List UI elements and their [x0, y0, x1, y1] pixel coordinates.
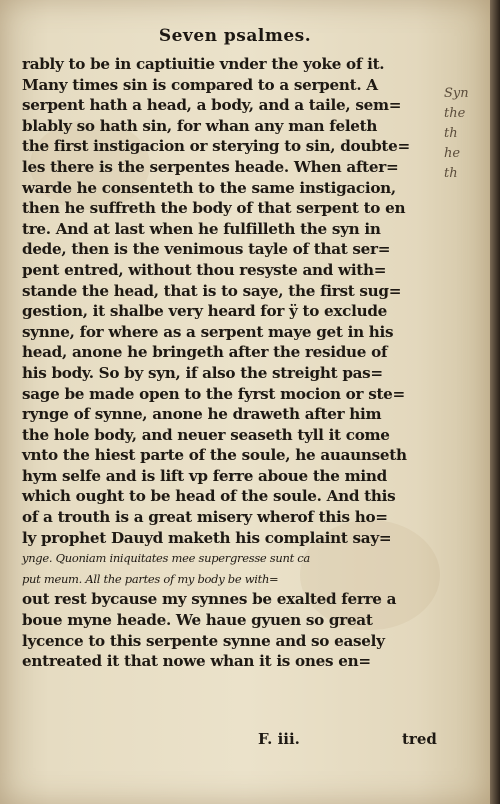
catchword: tred: [402, 730, 437, 748]
text-line: boue myne heade. We haue gyuen so great: [22, 611, 373, 630]
handwritten-marginalia: [444, 84, 469, 184]
text-line: of a trouth is a great misery wherof this ho=: [22, 508, 388, 527]
text-line: pent entred, without thou resyste and with=: [22, 260, 387, 279]
marginalia-line: Syn: [444, 86, 469, 101]
text-line: sage be made open to the fyrst mocion or ste=: [22, 384, 405, 403]
text-line: the first instigacion or sterying to sin, doubte=: [22, 137, 410, 156]
text-line: ynge. Quoniam iniquitates mee supergresse sunt ca: [22, 551, 310, 566]
text-line: tre. And at last when he fulfilleth the syn in: [22, 219, 381, 238]
running-head: Seven psalmes.: [158, 26, 312, 46]
marginalia-line: the: [444, 106, 466, 121]
marginalia-line: th: [444, 166, 458, 181]
marginalia-line: th: [444, 126, 458, 141]
signature-mark: F. iii.: [258, 730, 300, 748]
text-line: head, anone he bringeth after the residue of: [22, 343, 388, 362]
text-line: then he suffreth the body of that serpent to en: [22, 199, 406, 218]
text-line: entreated it that nowe whan it is ones en=: [22, 652, 371, 671]
text-line: serpent hath a head, a body, and a taile, sem=: [22, 96, 402, 115]
text-line: hym selfe and is lift vp ferre aboue the mind: [22, 466, 387, 485]
text-line: lycence to this serpente synne and so easely: [22, 631, 385, 650]
text-line: dede, then is the venimous tayle of that ser=: [22, 240, 391, 259]
text-line: blably so hath sin, for whan any man feleth: [22, 116, 378, 135]
text-line: out rest bycause my synnes be exalted ferre a: [22, 590, 397, 609]
text-line: rynge of synne, anone he draweth after him: [22, 405, 382, 424]
text-line: put meum. All the partes of my body be with=: [22, 571, 279, 586]
body-text: [22, 54, 442, 672]
text-line: his body. So by syn, if also the streight pas=: [22, 363, 383, 382]
text-line: the hole body, and neuer seaseth tyll it come: [22, 425, 390, 444]
book-gutter: [490, 0, 500, 804]
text-line: ly prophet Dauyd maketh his complaint say=: [22, 528, 392, 547]
text-line: gestion, it shalbe very heard for ÿ to exclude: [22, 302, 388, 321]
text-line: les there is the serpentes heade. When after=: [22, 157, 399, 176]
text-line: stande the head, that is to saye, the first sug=: [22, 281, 402, 300]
text-line: Many times sin is compared to a serpent. A: [22, 75, 378, 94]
text-line: warde he consenteth to the same instigacion,: [22, 178, 396, 197]
text-line: vnto the hiest parte of the soule, he auaunseth: [22, 446, 407, 465]
marginalia-line: he: [444, 146, 461, 161]
text-line: rably to be in captiuitie vnder the yoke of it.: [22, 55, 385, 73]
text-line: synne, for where as a serpent maye get in his: [22, 322, 394, 341]
text-line: which ought to be head of the soule. And this: [22, 487, 396, 506]
